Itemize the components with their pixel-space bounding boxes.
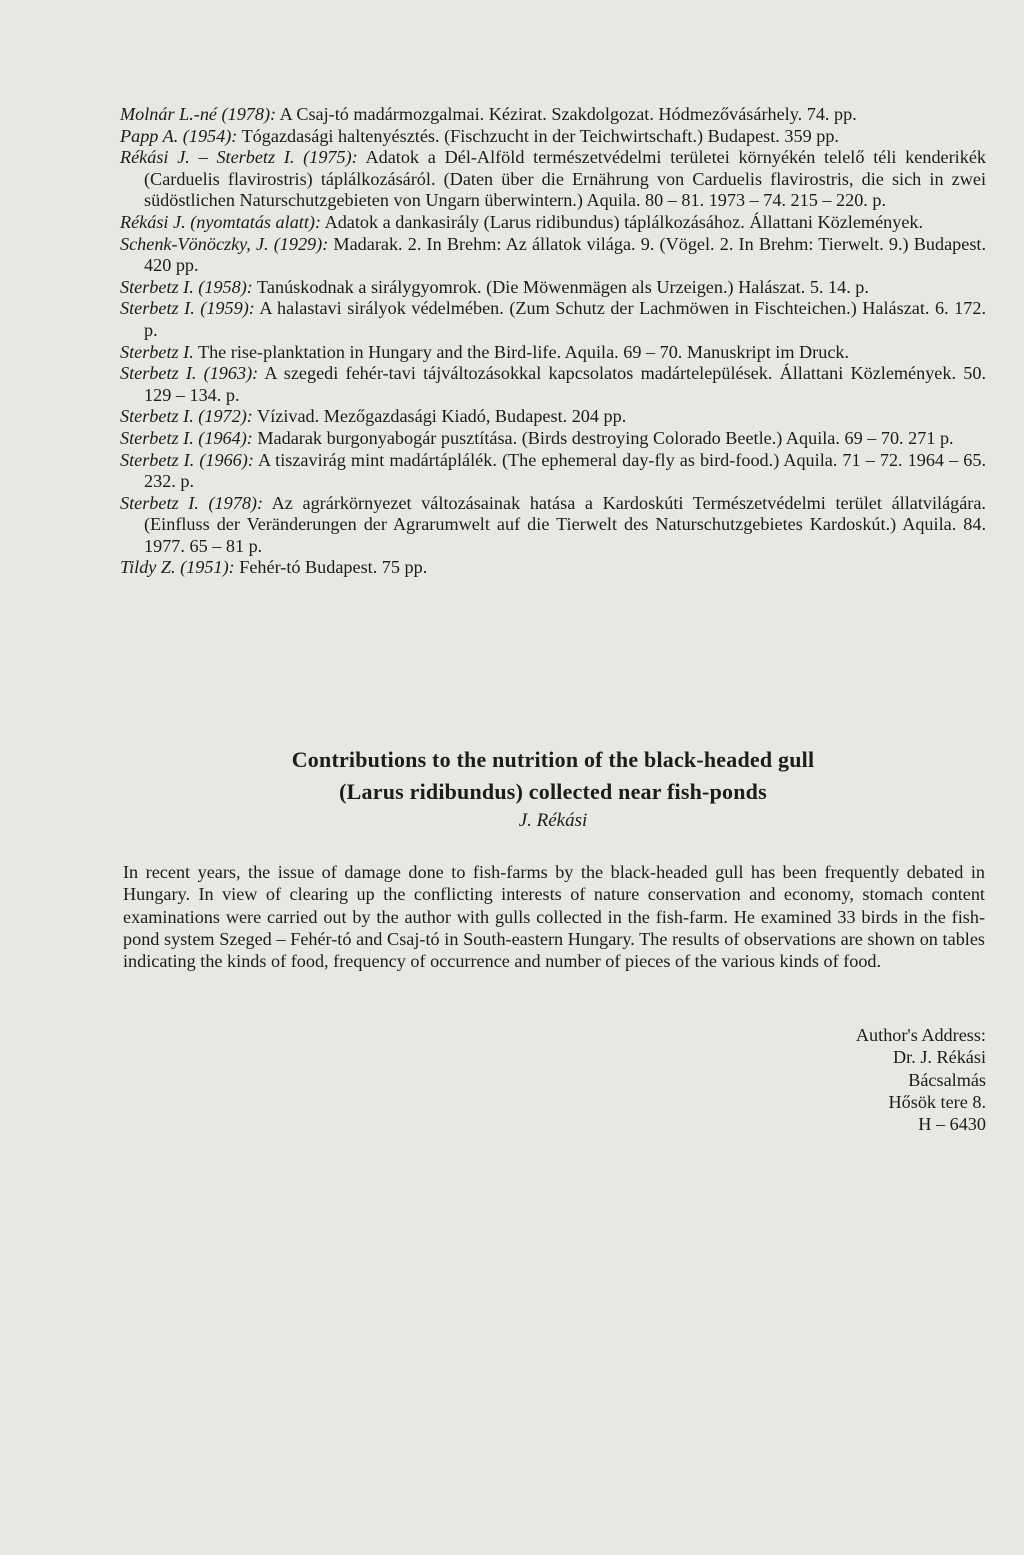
reference-item [120, 212, 986, 234]
reference-author: Tildy Z. (1951): [120, 557, 235, 578]
address-line: H – 6430 [918, 1114, 986, 1135]
address-label: Author's Address: [855, 1025, 986, 1045]
reference-text: Vízivad. Mezőgazdasági Kiadó, Budapest. 204 pp. [252, 406, 627, 427]
reference-text: Tanúskodnak a sirálygyomrok. (Die Möwenmägen als Urzeigen.) Halászat. 5. 14. p. [252, 276, 869, 297]
reference-item [120, 126, 986, 148]
reference-author: Sterbetz I. (1972): [120, 406, 253, 427]
reference-author: Rékási J. – Sterbetz I. (1975): [120, 147, 358, 168]
reference-item [120, 234, 986, 277]
reference-item [120, 298, 986, 341]
reference-author: Sterbetz I. (1958): [120, 276, 253, 297]
reference-author: Molnár L.-né (1978): [120, 104, 277, 124]
reference-text: Az agrárkörnyezet változásainak hatása a Kardoskúti Természetvédelmi terület állatvilágára. (Einfluss der Veränderungen der Agrarumwelt auf die Tierwelt des Naturschutzgebietes Kardoskút.) Aquila. 84. 1977. 65 – 81 p. [144, 492, 986, 556]
reference-text: Tógazdasági haltenyésztés. (Fischzucht in der Teichwirtschaft.) Budapest. 359 pp. [237, 125, 839, 146]
article-author: J. Rékási [518, 810, 588, 831]
reference-item [120, 277, 986, 299]
reference-text: Adatok a dankasirály (Larus ridibundus) táplálkozásához. Állattani Közlemények. [321, 211, 924, 232]
reference-text: A Csaj-tó madármozgalmai. Kézirat. Szakdolgozat. Hódmezővásárhely. 74. pp. [276, 104, 857, 124]
reference-item [120, 450, 986, 493]
reference-author: Sterbetz I. [120, 341, 194, 362]
author-address [856, 1024, 986, 1135]
reference-author: Schenk-Vönöczky, J. (1929): [120, 233, 329, 254]
reference-author: Sterbetz I. (1964): [120, 427, 253, 448]
reference-author: Sterbetz I. (1963): [120, 363, 259, 384]
reference-text: Madarak burgonyabogár pusztítása. (Birds destroying Colorado Beetle.) Aquila. 69 – 70. 271 p. [252, 427, 954, 448]
address-line: Bácsalmás [908, 1069, 986, 1090]
reference-text: Adatok a Dél-Alföld természetvédelmi területei környékén telelő téli kenderikék (Carduelis flavirostris) táplálkozásáról. (Daten über die Ernährung von Carduelis flavirostris, die sich in zwei südöstlichen Naturschutzgebieten von Ungarn überwintern.) Aquila. 80 – 81. 1973 – 74. 215 – 220. p. [144, 147, 986, 211]
reference-item [120, 557, 986, 579]
reference-text: Madarak. 2. In Brehm: Az állatok világa. 9. (Vögel. 2. In Brehm: Tierwelt. 9.) Budapest. 420 pp. [144, 233, 986, 276]
reference-list [120, 104, 986, 579]
reference-text: A halastavi sirályok védelmében. (Zum Schutz der Lachmöwen in Fischteichen.) Halászat. 6. 172. p. [144, 298, 987, 340]
reference-text: The rise-planktation in Hungary and the Bird-life. Aquila. 69 – 70. Manuskript im Druck. [193, 341, 850, 362]
article-title-line: Contributions to the nutrition of the black-headed gull [291, 747, 815, 772]
reference-author: Sterbetz I. (1959): [120, 298, 255, 319]
reference-author: Rékási J. (nyomtatás alatt): [120, 211, 322, 232]
article-title-line: (Larus ridibundus) collected near fish-ponds [339, 779, 767, 804]
reference-author: Sterbetz I. (1978): [120, 492, 264, 513]
address-name: Dr. J. Rékási [893, 1047, 986, 1068]
reference-item [120, 406, 986, 428]
reference-author: Papp A. (1954): [120, 125, 238, 146]
reference-item [120, 342, 986, 364]
reference-item [120, 428, 986, 450]
address-line: Hősök tere 8. [888, 1091, 986, 1112]
reference-text: A szegedi fehér-tavi tájváltozásokkal kapcsolatos madártelepülések. Állattani Közlemények. 50. 129 – 134. p. [144, 363, 986, 405]
reference-text: A tiszavirág mint madártáplálék. (The ephemeral day-fly as bird-food.) Aquila. 71 – 72. 1964 – 65. 232. p. [144, 449, 986, 492]
reference-item [120, 147, 986, 212]
abstract-text: In recent years, the issue of damage done to fish-farms by the black-headed gull has been frequently debated in Hungary. In view of clearing up the conflicting interests of nature conservation and economy, stomach content examinations were carried out by the author with gulls collected in the fish-farm. He examined 33 birds in the fish-pond system Szeged – Fehér-tó and Csaj-tó in South-eastern Hungary. The results of observations are shown on tables indicating the kinds of food, frequency of occurrence and number of pieces of the various kinds of food. [123, 862, 985, 972]
article-title [120, 744, 986, 808]
reference-item [120, 493, 986, 558]
reference-text: Fehér-tó Budapest. 75 pp. [234, 557, 428, 578]
reference-item [120, 104, 986, 126]
reference-item [120, 363, 986, 406]
reference-author: Sterbetz I. (1966): [120, 449, 254, 470]
